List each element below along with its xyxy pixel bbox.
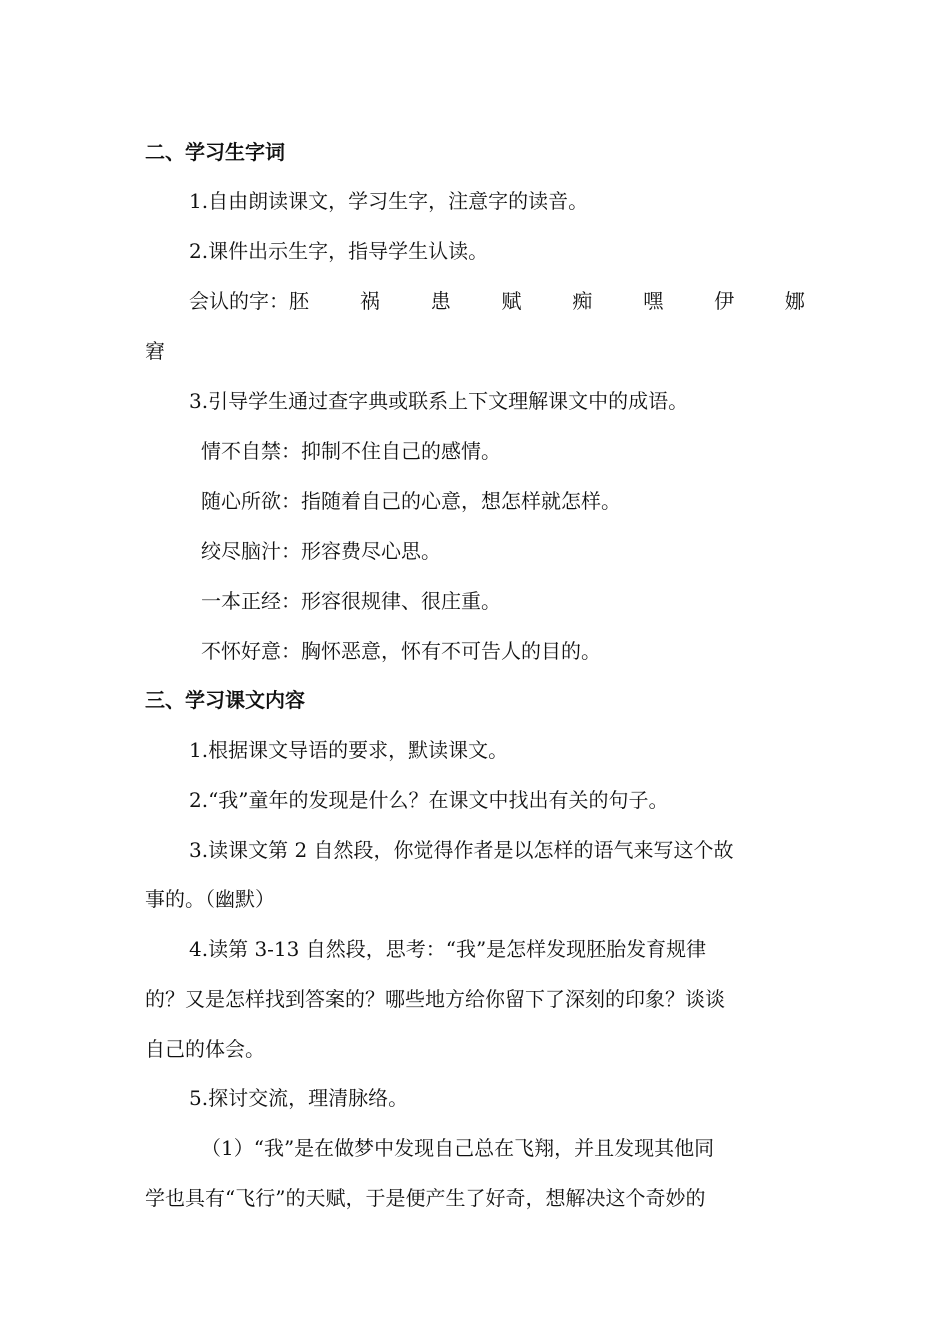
- paragraph: 1.自由朗读课文，学习生字，注意字的读音。: [189, 189, 589, 213]
- paragraph: 3.引导学生通过查字典或联系上下文理解课文中的成语。: [189, 389, 689, 413]
- paragraph: 2.课件出示生字，指导学生认读。: [189, 239, 489, 263]
- paragraph: 的？又是怎样找到答案的？哪些地方给你留下了深刻的印象？谈谈: [145, 987, 725, 1011]
- idiom-definition: 随心所欲：指随着自己的心意，想怎样就怎样。: [201, 489, 621, 513]
- char: 伊: [714, 289, 735, 313]
- section-heading-2: 二、学习生字词: [145, 140, 285, 164]
- char: 赋: [501, 289, 522, 313]
- paragraph: 3.读课文第 2 自然段，你觉得作者是以怎样的语气来写这个故: [189, 838, 734, 862]
- char: 祸: [359, 289, 380, 313]
- paragraph: 自己的体会。: [145, 1037, 265, 1061]
- idiom-definition: 绞尽脑汁：形容费尽心思。: [201, 539, 441, 563]
- idiom-definition: 情不自禁：抑制不住自己的感情。: [201, 439, 501, 463]
- paragraph: 学也具有“飞行”的天赋，于是便产生了好奇，想解决这个奇妙的: [145, 1186, 706, 1210]
- chars-label: 会认的字：胚: [189, 289, 309, 313]
- char: 患: [430, 289, 451, 313]
- char: 嘿: [643, 289, 664, 313]
- idiom-definition: 不怀好意：胸怀恶意，怀有不可告人的目的。: [201, 639, 601, 663]
- paragraph: 4.读第 3-13 自然段，思考：“我”是怎样发现胚胎发育规律: [189, 937, 707, 961]
- section-heading-3: 三、学习课文内容: [145, 688, 305, 712]
- char: 痴: [572, 289, 593, 313]
- char: 窘: [145, 339, 165, 363]
- paragraph: （1）“我”是在做梦中发现自己总在飞翔，并且发现其他同: [201, 1136, 715, 1160]
- paragraph: 事的。（幽默）: [145, 887, 275, 911]
- char: 娜: [784, 289, 805, 313]
- paragraph: 2.“我”童年的发现是什么？在课文中找出有关的句子。: [189, 788, 669, 812]
- idiom-definition: 一本正经：形容很规律、很庄重。: [201, 589, 501, 613]
- paragraph: 1.根据课文导语的要求，默读课文。: [189, 738, 509, 762]
- paragraph: 5.探讨交流，理清脉络。: [189, 1086, 409, 1110]
- chars-line: [189, 289, 805, 313]
